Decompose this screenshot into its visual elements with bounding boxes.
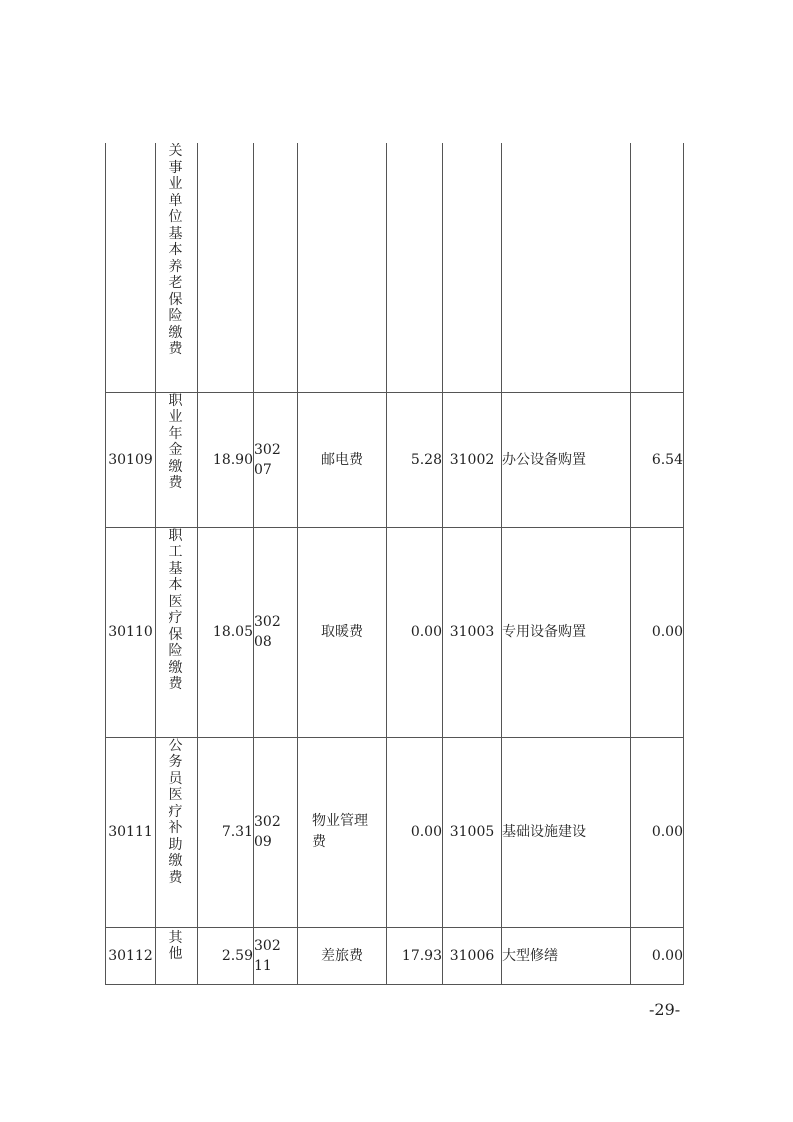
budget-table — [105, 143, 684, 985]
cell-code — [106, 143, 156, 392]
cell-item-name: 基础设施建设 — [502, 737, 631, 927]
cell-amount: 0.00 — [631, 527, 684, 737]
cell-item-name: 专用设备购置 — [502, 527, 631, 737]
cell-code — [254, 392, 298, 527]
cell-item-name: 邮电费 — [298, 392, 387, 527]
cell-item-name — [156, 927, 198, 984]
cell-item-name: 办公设备购置 — [502, 392, 631, 527]
cell-code — [443, 143, 502, 392]
cell-amount: 0.00 — [631, 927, 684, 984]
table-row — [106, 737, 684, 927]
cell-amount: 0.00 — [387, 527, 443, 737]
cell-amount: 0.00 — [387, 737, 443, 927]
cell-item-name — [156, 392, 198, 527]
cell-amount — [198, 143, 254, 392]
item-name-text: 职业年金缴费 — [168, 392, 183, 491]
cell-code: 31006 — [443, 927, 502, 984]
cell-code: 30111 — [106, 737, 156, 927]
cell-amount: 17.93 — [387, 927, 443, 984]
cell-code: 30110 — [106, 527, 156, 737]
cell-code: 31003 — [443, 527, 502, 737]
cell-code — [254, 737, 298, 927]
cell-item-name — [156, 143, 198, 392]
cell-item-name: 取暖费 — [298, 527, 387, 737]
cell-amount: 18.90 — [198, 392, 254, 527]
cell-amount: 7.31 — [198, 737, 254, 927]
cell-amount: 6.54 — [631, 392, 684, 527]
item-name-text: 职工基本医疗保险缴费 — [168, 527, 183, 692]
cell-code — [254, 527, 298, 737]
cell-item-name — [156, 527, 198, 737]
cell-code — [254, 143, 298, 392]
cell-item-name — [156, 737, 198, 927]
cell-amount — [631, 143, 684, 392]
item-name-text: 关事业单位基本养老保险缴费 — [168, 143, 183, 357]
code-text: 30209 — [254, 814, 281, 850]
table-row — [106, 927, 684, 984]
cell-item-name: 差旅费 — [298, 927, 387, 984]
cell-code: 30112 — [106, 927, 156, 984]
cell-amount: 0.00 — [631, 737, 684, 927]
cell-amount: 18.05 — [198, 527, 254, 737]
item-name-text: 公务员医疗补助缴费 — [168, 737, 183, 886]
cell-item-name — [298, 737, 387, 927]
page-number: -29- — [649, 1000, 681, 1019]
table-row — [106, 143, 684, 392]
cell-amount — [387, 143, 443, 392]
code-text: 30211 — [254, 937, 281, 974]
table-row — [106, 527, 684, 737]
cell-item-name — [502, 143, 631, 392]
cell-amount: 2.59 — [198, 927, 254, 984]
cell-code: 31002 — [443, 392, 502, 527]
cell-item-name: 大型修缮 — [502, 927, 631, 984]
item-name-text: 其他 — [168, 929, 183, 962]
item-name-text: 物业管理费 — [312, 813, 368, 850]
code-text: 30207 — [254, 441, 281, 478]
cell-amount: 5.28 — [387, 392, 443, 527]
code-text: 30208 — [254, 614, 281, 650]
cell-code: 30109 — [106, 392, 156, 527]
cell-code: 31005 — [443, 737, 502, 927]
cell-item-name — [298, 143, 387, 392]
table-row — [106, 392, 684, 527]
cell-code — [254, 927, 298, 984]
